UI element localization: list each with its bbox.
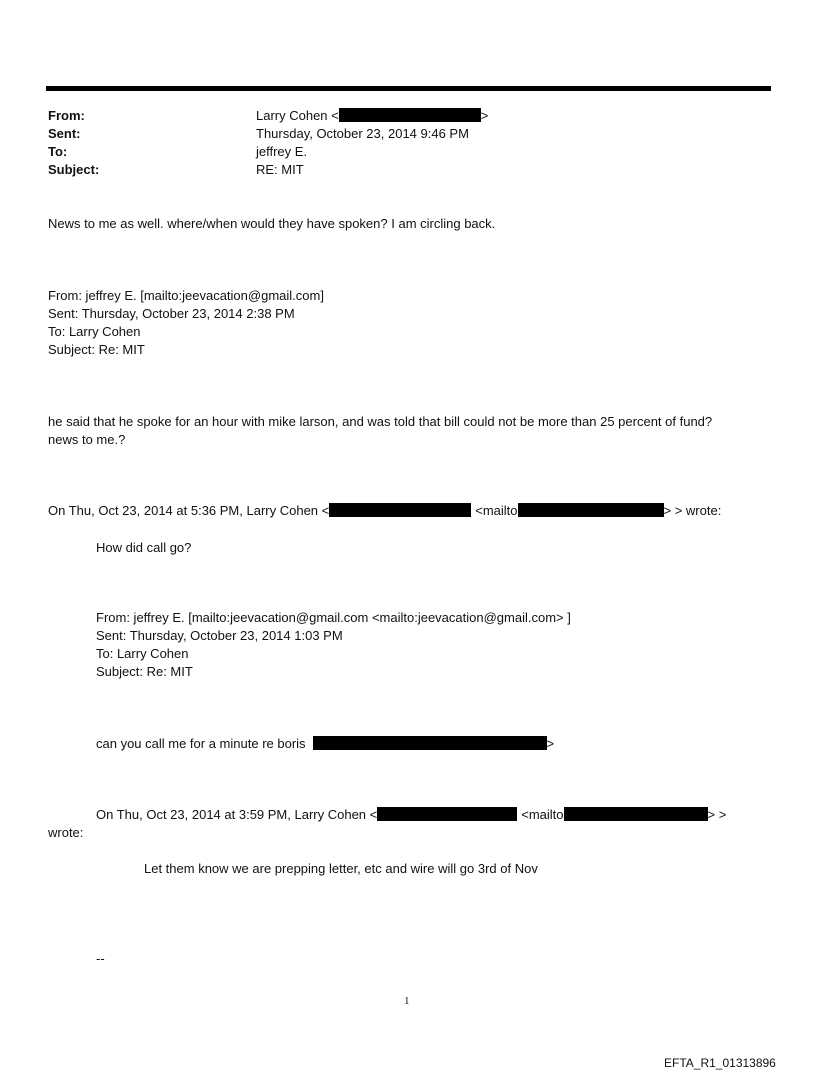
- page-number: 1: [404, 995, 410, 1007]
- msg3-body: [96, 735, 554, 753]
- quote2-suffix: > >: [707, 807, 727, 822]
- redaction-block: [377, 807, 517, 821]
- to-value: jeffrey E.: [256, 144, 308, 159]
- to-label: To:: [48, 144, 68, 159]
- quote1-body: How did call go?: [96, 540, 192, 555]
- msg3-sent: Sent: Thursday, October 23, 2014 1:03 PM: [96, 628, 343, 643]
- msg3-to: To: Larry Cohen: [96, 646, 189, 661]
- from-value: [256, 107, 488, 125]
- quote2-attribution: [96, 806, 726, 824]
- redaction-block: [329, 503, 471, 517]
- subject-label: Subject:: [48, 162, 100, 177]
- quote2-body: Let them know we are prepping letter, etc and wire will go 3rd of Nov: [144, 861, 538, 876]
- subject-value: RE: MIT: [256, 162, 304, 177]
- from-name: Larry Cohen <: [256, 108, 339, 123]
- from-close: >: [480, 108, 489, 123]
- document-id: EFTA_R1_01313896: [664, 1056, 776, 1070]
- sent-value: Thursday, October 23, 2014 9:46 PM: [256, 126, 469, 141]
- quote1-suffix: > > wrote:: [663, 503, 722, 518]
- quote1-attribution: [48, 502, 721, 520]
- msg3-subject: Subject: Re: MIT: [96, 664, 193, 679]
- header-rule: [46, 86, 771, 91]
- quote2-mailto: <mailto: [521, 807, 564, 822]
- quote1-mailto: <mailto: [475, 503, 518, 518]
- msg2-to: To: Larry Cohen: [48, 324, 141, 339]
- quote2-wrote: wrote:: [48, 825, 84, 840]
- msg2-from: From: jeffrey E. [mailto:jeevacation@gmail.com]: [48, 288, 324, 303]
- sent-label: Sent:: [48, 126, 81, 141]
- msg2-body-line2: news to me.?: [48, 432, 126, 447]
- redaction-block: [339, 108, 481, 122]
- quote2-prefix: On Thu, Oct 23, 2014 at 3:59 PM, Larry Cohen <: [96, 807, 378, 822]
- msg2-body-line1: he said that he spoke for an hour with mike larson, and was told that bill could not be more than 25 percent of fund?: [48, 414, 713, 429]
- reply-body: News to me as well. where/when would they have spoken? I am circling back.: [48, 216, 496, 231]
- from-label: From:: [48, 108, 85, 123]
- redaction-block: [518, 503, 664, 517]
- msg3-from: From: jeffrey E. [mailto:jeevacation@gmail.com <mailto:jeevacation@gmail.com> ]: [96, 610, 571, 625]
- msg2-subject: Subject: Re: MIT: [48, 342, 145, 357]
- redaction-block: [313, 736, 547, 750]
- msg3-body-suffix: >: [546, 736, 555, 751]
- quote1-prefix: On Thu, Oct 23, 2014 at 5:36 PM, Larry Cohen <: [48, 503, 330, 518]
- signature-dash: --: [96, 951, 105, 966]
- redaction-block: [564, 807, 708, 821]
- msg2-sent: Sent: Thursday, October 23, 2014 2:38 PM: [48, 306, 295, 321]
- msg3-body-text: can you call me for a minute re boris: [96, 736, 306, 751]
